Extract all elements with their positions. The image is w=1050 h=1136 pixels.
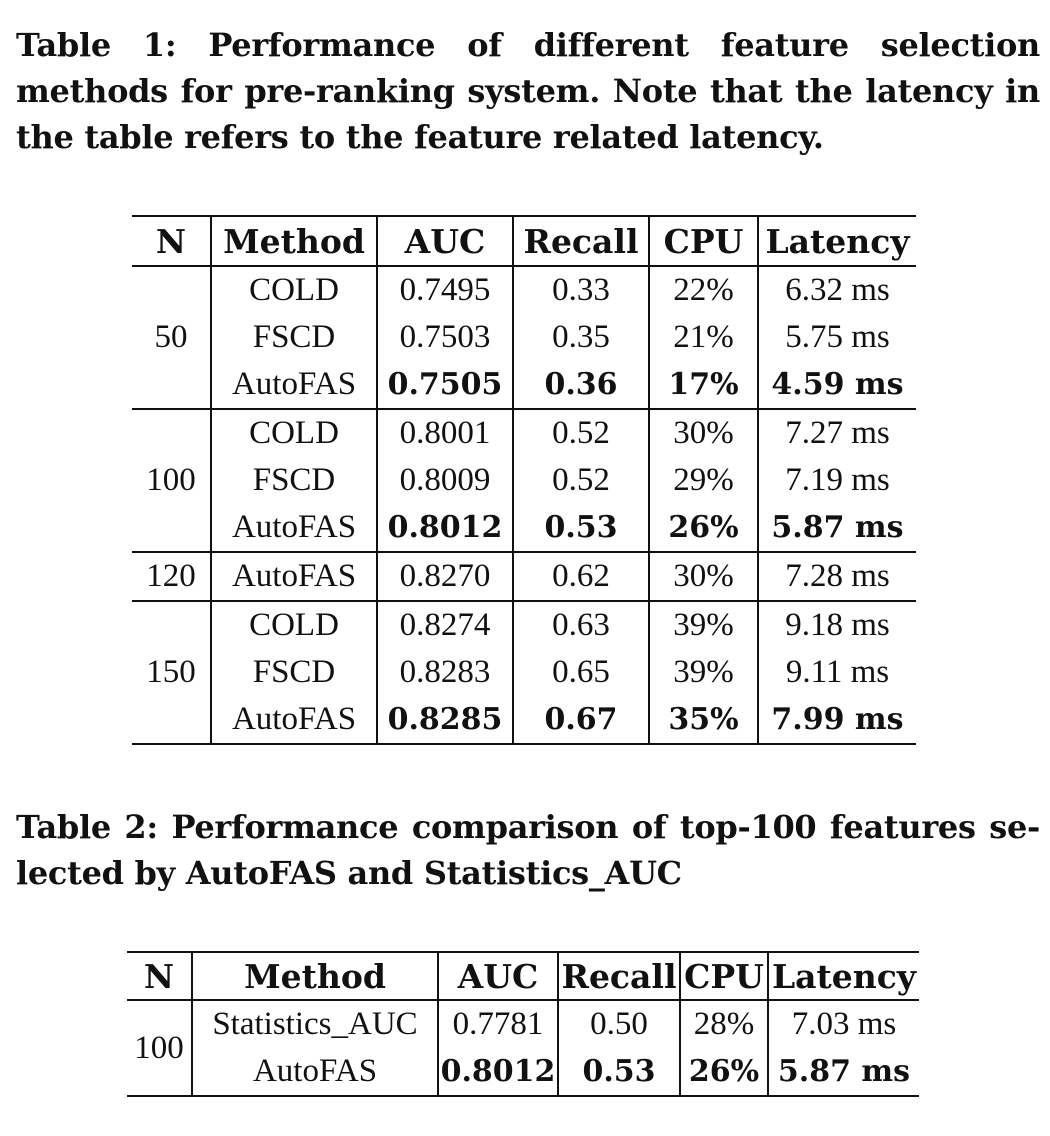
header-latency: Latency xyxy=(758,216,916,266)
recall-cell: 0.52 xyxy=(513,457,649,504)
cpu-cell: 39% xyxy=(649,601,758,649)
auc-cell: 0.7503 xyxy=(377,314,513,361)
cpu-cell: 39% xyxy=(649,649,758,696)
header-method: Method xyxy=(192,952,438,1000)
table-row xyxy=(132,696,916,744)
auc-cell-best: 0.8012 xyxy=(438,1048,558,1096)
header-cpu: CPU xyxy=(680,952,768,1000)
table-row xyxy=(132,409,916,457)
latency-cell: 5.75 ms xyxy=(785,319,890,355)
recall-cell: 0.62 xyxy=(513,552,649,601)
method-cell: AutoFAS xyxy=(211,504,377,552)
method-cell: AutoFAS xyxy=(192,1048,438,1096)
cpu-cell: 21% xyxy=(649,314,758,361)
auc-cell: 0.7781 xyxy=(438,1000,558,1048)
auc-cell: 0.8001 xyxy=(377,409,513,457)
cpu-cell: 29% xyxy=(649,457,758,504)
latency-cell: 7.27 ms xyxy=(785,415,890,451)
header-n: N xyxy=(132,216,211,266)
latency-cell-best: 5.87 ms xyxy=(758,504,916,552)
cpu-cell: 22% xyxy=(649,266,758,314)
table-row xyxy=(132,361,916,409)
method-cell: FSCD xyxy=(211,649,377,696)
header-method: Method xyxy=(211,216,377,266)
auc-cell: 0.7495 xyxy=(377,266,513,314)
table1-header-row xyxy=(132,216,916,266)
cpu-cell: 30% xyxy=(649,552,758,601)
auc-cell-best: 0.8285 xyxy=(377,696,513,744)
table-row xyxy=(132,457,916,504)
latency-cell-best: 4.59 ms xyxy=(758,361,916,409)
table1-caption: Table 1: Performance of different feature selection methods for pre-ranking system. Note that the latency in the table refers to the feature related latency. xyxy=(16,26,1040,156)
method-cell: COLD xyxy=(211,266,377,314)
recall-cell: 0.52 xyxy=(513,409,649,457)
latency-cell: 9.18 ms xyxy=(785,607,890,643)
method-cell: AutoFAS xyxy=(211,696,377,744)
auc-cell-best: 0.8012 xyxy=(377,504,513,552)
latency-cell: 7.19 ms xyxy=(785,462,890,498)
group-n-cell: 150 xyxy=(132,601,211,744)
method-cell: AutoFAS xyxy=(211,552,377,601)
table-row xyxy=(132,552,916,601)
table-row xyxy=(127,1048,919,1096)
auc-cell-best: 0.7505 xyxy=(377,361,513,409)
table-row xyxy=(132,266,916,314)
table2-caption-line1: Table 2: Performance comparison of top-100 features se- xyxy=(16,808,1040,846)
cpu-cell-best: 26% xyxy=(680,1048,768,1096)
cpu-cell: 28% xyxy=(680,1000,768,1048)
latency-cell: 7.03 ms xyxy=(791,1006,897,1042)
table1 xyxy=(132,215,916,745)
auc-cell: 0.8270 xyxy=(377,552,513,601)
table-row xyxy=(127,1000,919,1048)
group-n-cell: 100 xyxy=(132,409,211,552)
table-row xyxy=(132,649,916,696)
latency-cell: 6.32 ms xyxy=(785,272,890,308)
method-cell: AutoFAS xyxy=(211,361,377,409)
recall-cell: 0.65 xyxy=(513,649,649,696)
table2 xyxy=(127,951,919,1097)
recall-cell: 0.35 xyxy=(513,314,649,361)
group-n-cell: 100 xyxy=(127,1000,192,1096)
table-row xyxy=(132,504,916,552)
recall-cell-best: 0.53 xyxy=(558,1048,680,1096)
table2-caption-line2: lected by AutoFAS and Statistics_AUC xyxy=(16,854,682,892)
method-cell: COLD xyxy=(211,601,377,649)
latency-cell: 9.11 ms xyxy=(785,654,890,690)
method-cell: COLD xyxy=(211,409,377,457)
header-latency: Latency xyxy=(768,952,919,1000)
group-n-cell: 50 xyxy=(132,266,211,409)
header-auc: AUC xyxy=(377,216,513,266)
header-recall: Recall xyxy=(513,216,649,266)
table2-caption xyxy=(16,804,1040,896)
header-recall: Recall xyxy=(558,952,680,1000)
table-row xyxy=(132,601,916,649)
auc-cell: 0.8274 xyxy=(377,601,513,649)
recall-cell-best: 0.67 xyxy=(513,696,649,744)
recall-cell: 0.33 xyxy=(513,266,649,314)
recall-cell: 0.63 xyxy=(513,601,649,649)
header-cpu: CPU xyxy=(649,216,758,266)
auc-cell: 0.8283 xyxy=(377,649,513,696)
recall-cell-best: 0.53 xyxy=(513,504,649,552)
recall-cell: 0.50 xyxy=(558,1000,680,1048)
cpu-cell-best: 26% xyxy=(649,504,758,552)
table2-header-row xyxy=(127,952,919,1000)
header-n: N xyxy=(127,952,192,1000)
table-row xyxy=(132,314,916,361)
cpu-cell-best: 35% xyxy=(649,696,758,744)
latency-cell-best: 5.87 ms xyxy=(777,1054,911,1089)
method-cell: Statistics_AUC xyxy=(192,1000,438,1048)
auc-cell: 0.8009 xyxy=(377,457,513,504)
group-n-cell: 120 xyxy=(132,552,211,601)
header-auc: AUC xyxy=(438,952,558,1000)
latency-cell-best: 7.99 ms xyxy=(771,702,904,737)
cpu-cell: 30% xyxy=(649,409,758,457)
method-cell: FSCD xyxy=(211,457,377,504)
method-cell: FSCD xyxy=(211,314,377,361)
latency-cell: 7.28 ms xyxy=(758,552,916,601)
recall-cell-best: 0.36 xyxy=(513,361,649,409)
cpu-cell-best: 17% xyxy=(649,361,758,409)
